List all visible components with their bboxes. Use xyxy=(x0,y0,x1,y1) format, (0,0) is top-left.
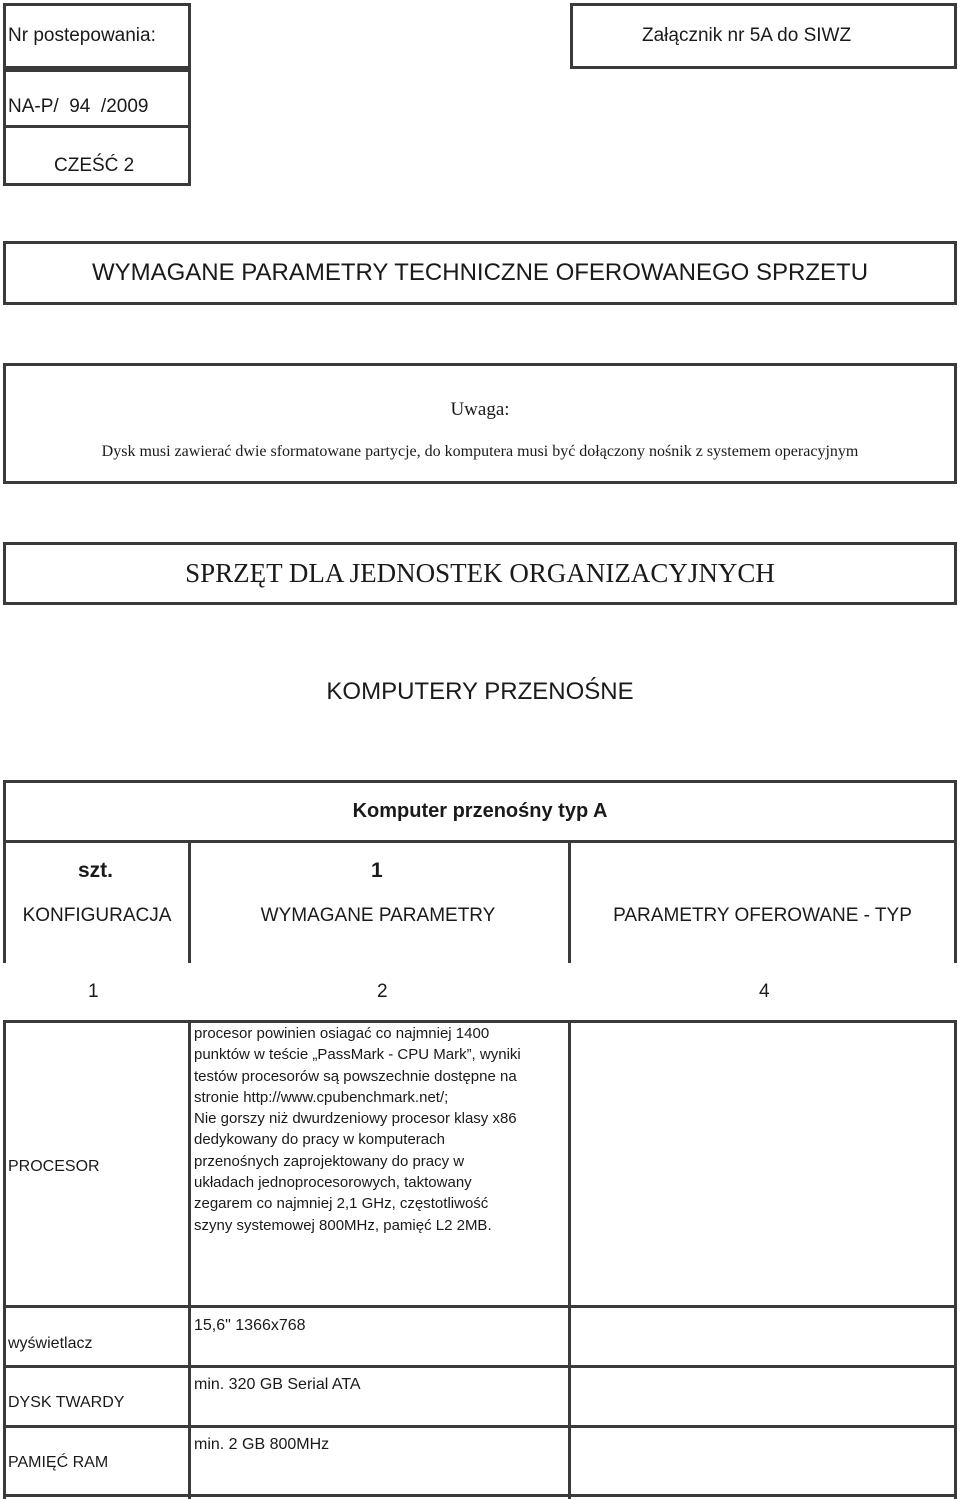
requirement-line: stronie http://www.cpubenchmark.net/; xyxy=(194,1088,449,1106)
quantity-label: szt. xyxy=(78,859,114,882)
case-number: NA-P/ 94 /2009 xyxy=(8,96,149,117)
divider xyxy=(3,1425,957,1428)
requirement-line: punktów w teście „PassMark - CPU Mark”, wyniki xyxy=(194,1046,521,1064)
row-value-display: 15,6" 1366x768 xyxy=(194,1317,306,1334)
column-config: KONFIGURACJA xyxy=(22,905,172,926)
row-value-hard-drive: min. 320 GB Serial ATA xyxy=(194,1376,361,1393)
column-number-4: 4 xyxy=(759,981,770,1002)
note-heading: Uwaga: xyxy=(450,399,510,420)
requirement-line: zegarem co najmniej 2,1 GHz, częstotliwość xyxy=(194,1195,489,1213)
divider xyxy=(954,842,957,963)
requirement-line: dedykowany do pracy w komputerach xyxy=(194,1131,445,1149)
column-required: WYMAGANE PARAMETRY xyxy=(260,905,496,926)
divider xyxy=(3,1305,957,1308)
page-title: WYMAGANE PARAMETRY TECHNICZNE OFEROWANEGO SPRZETU xyxy=(91,259,869,286)
column-offered: PARAMETRY OFEROWANE - TYP xyxy=(613,905,912,926)
note-text: Dysk musi zawierać dwie sformatowane partycje, do komputera musi być dołączony nośnik z systemem operacyjnym xyxy=(101,443,859,460)
divider xyxy=(3,1494,957,1497)
requirement-line: testów procesorów są powszechnie dostępne na xyxy=(194,1067,517,1085)
divider xyxy=(568,842,571,963)
quantity-value: 1 xyxy=(371,859,383,882)
row-label-display: wyświetlacz xyxy=(8,1335,93,1352)
divider xyxy=(3,842,6,963)
case-label: Nr postepowania: xyxy=(8,25,156,46)
requirement-line: układach jednoprocesorowych, taktowany xyxy=(194,1174,472,1192)
row-value-ram: min. 2 GB 800MHz xyxy=(194,1436,330,1453)
divider xyxy=(3,1365,957,1368)
divider xyxy=(188,842,191,963)
section-heading: SPRZĘT DLA JEDNOSTEK ORGANIZACYJNYCH xyxy=(185,558,775,588)
attachment-label: Załącznik nr 5A do SIWZ xyxy=(642,25,852,46)
row-label-hard-drive: DYSK TWARDY xyxy=(8,1394,125,1411)
note-box xyxy=(3,363,957,484)
column-number-1: 1 xyxy=(88,981,99,1002)
processor-requirements xyxy=(194,1023,521,1236)
part-label: CZEŚĆ 2 xyxy=(54,155,135,176)
category-heading: KOMPUTERY PRZENOŚNE xyxy=(326,678,634,705)
row-label-ram: PAMIĘĆ RAM xyxy=(8,1454,109,1471)
requirement-line: Nie gorszy niż dwurdzeniowy procesor klasy x86 xyxy=(194,1110,517,1128)
column-number-2: 2 xyxy=(377,981,388,1002)
row-label-processor: PROCESOR xyxy=(8,1158,100,1175)
product-heading: Komputer przenośny typ A xyxy=(352,800,608,822)
requirement-line: procesor powinien osiagać co najmniej 1400 xyxy=(194,1025,490,1042)
requirement-line: szyny systemowej 800MHz, pamięć L2 2MB. xyxy=(194,1216,492,1234)
requirement-line: przenośnych zaprojektowany do pracy w xyxy=(194,1152,465,1170)
